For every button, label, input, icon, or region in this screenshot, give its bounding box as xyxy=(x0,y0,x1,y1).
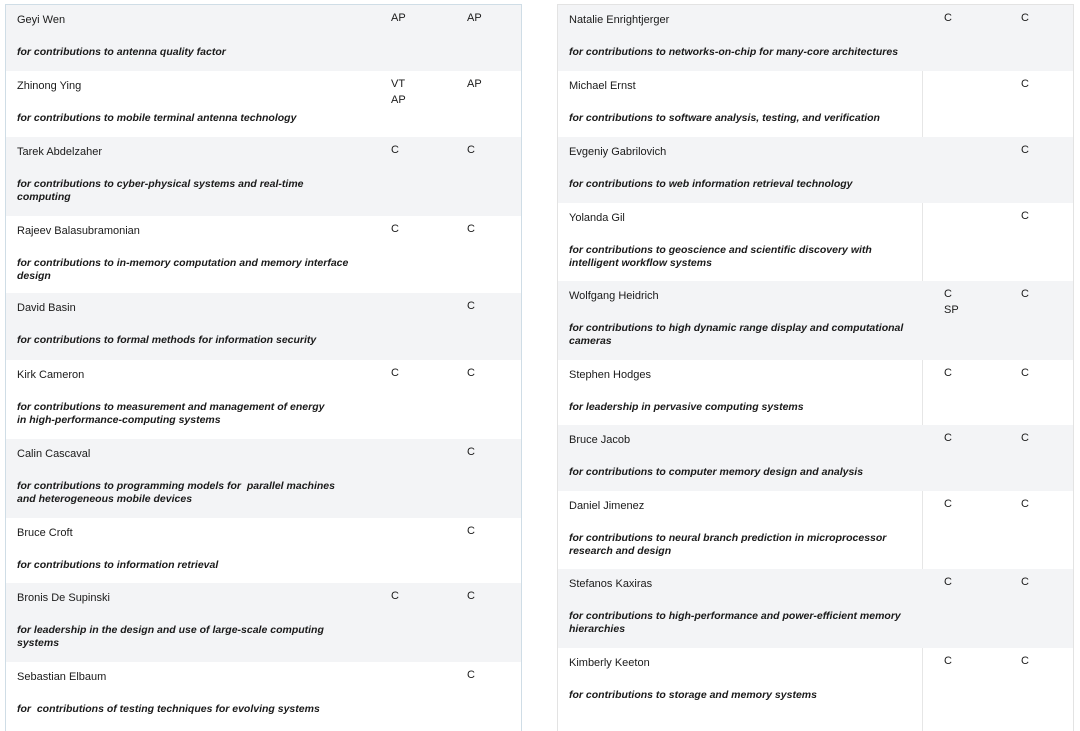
fellow-row xyxy=(6,137,521,216)
fellow-row xyxy=(558,281,1073,360)
fellow-row xyxy=(558,569,1073,648)
fellow-row xyxy=(6,360,521,439)
society-code-1: C xyxy=(944,576,952,588)
fellow-name: Daniel Jimenez xyxy=(569,500,645,512)
fellow-name: Sebastian Elbaum xyxy=(17,671,107,683)
fellow-row xyxy=(6,71,521,137)
fellow-name: Wolfgang Heidrich xyxy=(569,290,659,302)
society-code-1: C xyxy=(944,12,952,24)
fellow-row xyxy=(6,5,521,71)
fellow-row xyxy=(6,216,521,293)
society-code-2: C xyxy=(1021,432,1029,444)
fellow-name: Stephen Hodges xyxy=(569,369,651,381)
fellow-citation: for contributions to mobile terminal antenna technology xyxy=(17,112,297,124)
fellow-name: Calin Cascaval xyxy=(17,448,91,460)
fellow-citation: for contributions to storage and memory systems xyxy=(569,689,817,701)
society-code-2: C xyxy=(467,144,475,156)
fellow-citation: for contributions to formal methods for information security xyxy=(17,334,317,346)
society-code-2: AP xyxy=(467,78,482,90)
fellow-name: David Basin xyxy=(17,302,76,314)
fellow-citation: for contributions to web information retrieval technology xyxy=(569,178,853,190)
fellow-row xyxy=(6,518,521,583)
society-code-1: C xyxy=(391,144,399,156)
fellow-row xyxy=(558,137,1073,203)
fellow-citation: for contributions to programming models for parallel machines and heterogeneous mobile devices xyxy=(17,480,335,505)
society-code-2: C xyxy=(467,590,475,602)
society-code-2: C xyxy=(1021,210,1029,222)
society-code-1: C SP xyxy=(944,288,959,316)
society-code-1: C xyxy=(944,655,952,667)
society-code-2: C xyxy=(1021,288,1029,300)
fellow-citation: for contributions to geoscience and scientific discovery with intelligent workflow systems xyxy=(569,244,872,269)
society-code-2: C xyxy=(1021,367,1029,379)
society-code-2: C xyxy=(1021,498,1029,510)
society-code-2: AP xyxy=(467,12,482,24)
fellow-name: Stefanos Kaxiras xyxy=(569,578,653,590)
fellow-row xyxy=(558,648,1073,718)
fellow-citation: for leadership in the design and use of large-scale computing systems xyxy=(17,624,324,649)
fellow-citation: for contributions to in-memory computation and memory interface design xyxy=(17,257,349,282)
fellow-name: Tarek Abdelzaher xyxy=(17,146,102,158)
fellow-row xyxy=(6,583,521,662)
society-code-2: C xyxy=(1021,78,1029,90)
fellow-citation: for contributions to cyber-physical systems and real-time computing xyxy=(17,178,304,203)
fellow-row xyxy=(558,5,1073,71)
society-code-1: VT AP xyxy=(391,78,406,106)
fellow-citation: for contributions to high dynamic range display and computational cameras xyxy=(569,322,904,347)
fellow-citation: for contributions of testing techniques for evolving systems xyxy=(17,703,320,715)
fellow-name: Bruce Jacob xyxy=(569,434,631,446)
right-fellows-panel xyxy=(557,4,1074,731)
fellow-citation: for contributions to measurement and management of energy in high-performance-computing systems xyxy=(17,401,325,426)
society-code-2: C xyxy=(1021,12,1029,24)
fellow-name: Kirk Cameron xyxy=(17,369,85,381)
fellow-citation: for contributions to computer memory design and analysis xyxy=(569,466,864,478)
fellow-name: Geyi Wen xyxy=(17,14,66,26)
fellow-row xyxy=(6,662,521,731)
society-code-2: C xyxy=(1021,144,1029,156)
fellow-citation: for contributions to networks-on-chip for many-core architectures xyxy=(569,46,899,58)
fellow-citation: for contributions to antenna quality factor xyxy=(17,46,226,58)
society-code-2: C xyxy=(467,300,475,312)
fellow-row xyxy=(6,293,521,360)
society-code-2: C xyxy=(467,669,475,681)
society-code-2: C xyxy=(467,367,475,379)
society-code-1: AP xyxy=(391,12,406,24)
society-code-2: C xyxy=(467,525,475,537)
society-code-2: C xyxy=(467,223,475,235)
left-fellows-panel xyxy=(5,4,522,731)
society-code-1: C xyxy=(944,367,952,379)
fellow-name: Michael Ernst xyxy=(569,80,636,92)
fellow-name: Kimberly Keeton xyxy=(569,657,650,669)
fellow-citation: for contributions to neural branch prediction in microprocessor research and design xyxy=(569,532,887,557)
fellow-name: Natalie Enrightjerger xyxy=(569,14,670,26)
fellow-citation: for contributions to information retrieval xyxy=(17,559,219,571)
fellow-name: Bronis De Supinski xyxy=(17,592,110,604)
fellow-name: Rajeev Balasubramonian xyxy=(17,225,140,237)
fellow-row xyxy=(558,425,1073,491)
fellow-name: Bruce Croft xyxy=(17,527,73,539)
fellow-row xyxy=(558,203,1073,281)
fellow-citation: for contributions to software analysis, testing, and verification xyxy=(569,112,880,124)
fellow-name: Evgeniy Gabrilovich xyxy=(569,146,667,158)
society-code-2: C xyxy=(1021,576,1029,588)
fellow-row xyxy=(558,491,1073,569)
society-code-2: C xyxy=(1021,655,1029,667)
fellow-row xyxy=(558,360,1073,425)
fellow-row xyxy=(558,71,1073,137)
society-code-1: C xyxy=(391,590,399,602)
society-code-2: C xyxy=(467,446,475,458)
society-code-1: C xyxy=(944,432,952,444)
society-code-1: C xyxy=(944,498,952,510)
society-code-1: C xyxy=(391,367,399,379)
society-code-1: C xyxy=(391,223,399,235)
fellow-name: Yolanda Gil xyxy=(569,212,625,224)
fellow-row xyxy=(6,439,521,518)
fellow-name: Zhinong Ying xyxy=(17,80,82,92)
fellow-citation: for contributions to high-performance and power-efficient memory hierarchies xyxy=(569,610,901,635)
fellow-citation: for leadership in pervasive computing systems xyxy=(569,401,804,413)
